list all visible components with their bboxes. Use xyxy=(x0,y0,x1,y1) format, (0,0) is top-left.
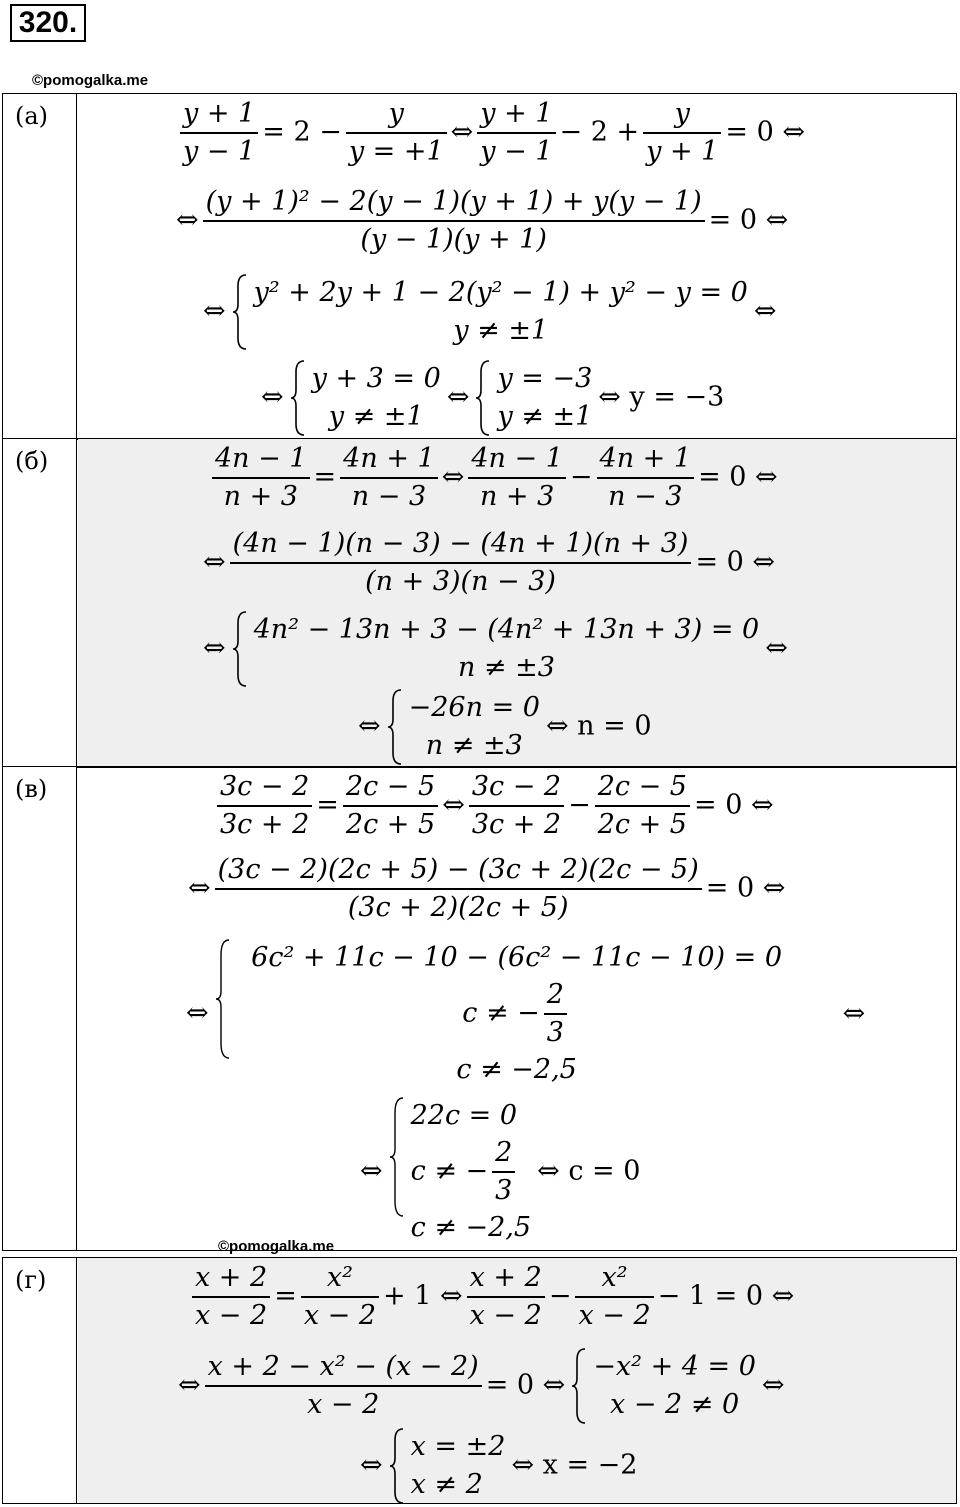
part-a-line-2: ⇔ $\frac{\text{(y + 1)² − 2(y − 1)(y + 1) + y(y − 1)}}{(y - 1)(y + 1)}$ = 0 ⇔ xyxy=(176,184,788,258)
fraction: $\frac{3c - 2}{3c + 2}$ xyxy=(217,769,312,843)
part-v-label: (в) xyxy=(3,767,77,1250)
fraction: $\frac{2}{3}$ xyxy=(544,977,567,1051)
system: y = −3 y ≠ ±1 xyxy=(475,360,592,436)
fraction: $\frac{4n + 1}{n - 3}$ xyxy=(597,441,695,515)
fraction: $\frac{\text{(y + 1)² − 2(y − 1)(y + 1) + y(y − 1)}}{(y - 1)(y + 1)}$ xyxy=(203,184,705,258)
part-a-row xyxy=(2,93,957,440)
part-b-line-3: ⇔ 4n² − 13n + 3 − (4n² + 13n + 3) = 0 n ≠ ±3 ⇔ xyxy=(203,611,788,687)
fraction: $\frac{y}{y + 1}$ xyxy=(643,96,721,170)
problem-number: 320. xyxy=(10,4,86,42)
brace-icon xyxy=(389,1097,405,1217)
part-v-line-2: ⇔ $\frac{(3c - 2)(2c + 5) - (3c + 2)(2c - 5)}{(3c + 2)(2c + 5)}$ = 0 ⇔ xyxy=(188,852,785,926)
part-a-label: (а) xyxy=(3,94,77,439)
part-a-line-1: $\frac{y + 1}{y - 1}$ = 2 − $\frac{y}{y = +1}$ ⇔ $\frac{y + 1}{y - 1}$ − 2 + $\frac{y}{y + 1}$ = 0 ⇔ xyxy=(176,96,805,170)
system: −x² + 4 = 0 x − 2 ≠ 0 xyxy=(571,1348,756,1424)
part-b-label: (б) xyxy=(3,439,77,767)
part-g-line-3: ⇔ x = ±2 x ≠ 2 ⇔ x = −2 xyxy=(360,1428,637,1504)
fraction: $\frac{y + 1}{y - 1}$ xyxy=(477,96,555,170)
part-v-line-3: ⇔ 6c² + 11c − 10 − (6c² − 11c − 10) = 0 c ≠ − $\frac{2}{3}$ c ≠ −2,5 ⇔ xyxy=(186,939,865,1089)
fraction: $\frac{\text{x + 2 − x² − (x − 2)}}{x - 2}$ xyxy=(205,1349,482,1423)
system: y + 3 = 0 y ≠ ±1 xyxy=(290,360,441,436)
part-v-line-4: ⇔ 22c = 0 c ≠ − $\frac{2}{3}$ c ≠ −2,5 ⇔ c = 0 xyxy=(360,1097,640,1247)
fraction: $\frac{2}{3}$ xyxy=(492,1135,515,1209)
part-g-label: (г) xyxy=(3,1258,77,1503)
system: 6c² + 11c − 10 − (6c² − 11c − 10) = 0 c ≠ − $\frac{2}{3}$ c ≠ −2,5 xyxy=(215,939,797,1089)
part-b-line-2: ⇔ $\frac{(4n - 1)(n - 3) - (4n + 1)(n + 3)}{(n + 3)(n - 3)}$ = 0 ⇔ xyxy=(203,526,775,600)
part-b-line-4: ⇔ −26n = 0 n ≠ ±3 ⇔ n = 0 xyxy=(358,689,652,765)
brace-icon xyxy=(571,1348,587,1424)
brace-icon xyxy=(290,360,306,436)
part-a-line-3: ⇔ y² + 2y + 1 − 2(y² − 1) + y² − y = 0 y ≠ ±1 ⇔ xyxy=(203,274,776,350)
part-v-line-1: $\frac{3c - 2}{3c + 2}$ = $\frac{2c - 5}{2c + 5}$ ⇔ $\frac{3c - 2}{3c + 2}$ − $\frac{2c - 5}{2c + 5}$ = 0 ⇔ xyxy=(213,769,774,843)
brace-icon xyxy=(387,689,403,765)
system: y² + 2y + 1 − 2(y² − 1) + y² − y = 0 y ≠ ±1 xyxy=(232,274,748,350)
part-b-row xyxy=(2,438,957,768)
part-v-row xyxy=(2,766,957,1251)
watermark-top: ©pomogalka.me xyxy=(32,72,149,89)
brace-icon xyxy=(232,274,248,350)
fraction: $\frac{\text{x²}}{x - 2}$ xyxy=(301,1260,379,1334)
brace-icon xyxy=(475,360,491,436)
fraction: $\frac{2c - 5}{2c + 5}$ xyxy=(343,769,438,843)
fraction: $\frac{y}{y = +1}$ xyxy=(346,96,447,170)
part-g-content xyxy=(78,1258,956,1503)
part-v-content xyxy=(78,767,956,1250)
system: x = ±2 x ≠ 2 xyxy=(389,1428,506,1504)
fraction: $\frac{3c - 2}{3c + 2}$ xyxy=(469,769,564,843)
fraction: $\frac{y + 1}{y - 1}$ xyxy=(180,96,258,170)
part-g-line-1: $\frac{x + 2}{x - 2}$ = $\frac{\text{x²}}{x - 2}$ + 1 ⇔ $\frac{x + 2}{x - 2}$ − $\frac{\text{x²}}{x - 2}$ − 1 = 0 ⇔ xyxy=(188,1260,794,1334)
fraction: $\frac{4n + 1}{n - 3}$ xyxy=(340,441,438,515)
brace-icon xyxy=(389,1428,405,1504)
fraction: $\frac{2c - 5}{2c + 5}$ xyxy=(595,769,690,843)
fraction: $\frac{\text{x²}}{x - 2}$ xyxy=(575,1260,653,1334)
system: 22c = 0 c ≠ − $\frac{2}{3}$ c ≠ −2,5 xyxy=(389,1097,531,1247)
part-a-content xyxy=(78,94,956,439)
fraction: $\frac{4n - 1}{n + 3}$ xyxy=(212,441,310,515)
part-a-line-4: ⇔ y + 3 = 0 y ≠ ±1 ⇔ y = −3 y ≠ ±1 ⇔ y = −3 xyxy=(261,360,724,436)
part-b-content xyxy=(78,439,956,767)
part-g-line-2: ⇔ $\frac{\text{x + 2 − x² − (x − 2)}}{x - 2}$ = 0 ⇔ −x² + 4 = 0 x − 2 ≠ 0 ⇔ xyxy=(178,1348,785,1424)
fraction: $\frac{(4n - 1)(n - 3) - (4n + 1)(n + 3)}{(n + 3)(n - 3)}$ xyxy=(230,526,692,600)
part-g-row xyxy=(2,1257,957,1504)
watermark-mid: ©pomogalka.me xyxy=(218,1238,335,1255)
fraction: $\frac{(3c - 2)(2c + 5) - (3c + 2)(2c - 5)}{(3c + 2)(2c + 5)}$ xyxy=(215,852,702,926)
fraction: $\frac{4n - 1}{n + 3}$ xyxy=(468,441,566,515)
fraction: $\frac{x + 2}{x - 2}$ xyxy=(467,1260,545,1334)
fraction: $\frac{x + 2}{x - 2}$ xyxy=(192,1260,270,1334)
part-b-line-1: $\frac{4n - 1}{n + 3}$ = $\frac{4n + 1}{n - 3}$ ⇔ $\frac{4n - 1}{n + 3}$ − $\frac{4n + 1}{n - 3}$ = 0 ⇔ xyxy=(208,441,778,515)
brace-icon xyxy=(215,939,231,1059)
brace-icon xyxy=(232,611,248,687)
system: 4n² − 13n + 3 − (4n² + 13n + 3) = 0 n ≠ ±3 xyxy=(232,611,760,687)
system: −26n = 0 n ≠ ±3 xyxy=(387,689,540,765)
